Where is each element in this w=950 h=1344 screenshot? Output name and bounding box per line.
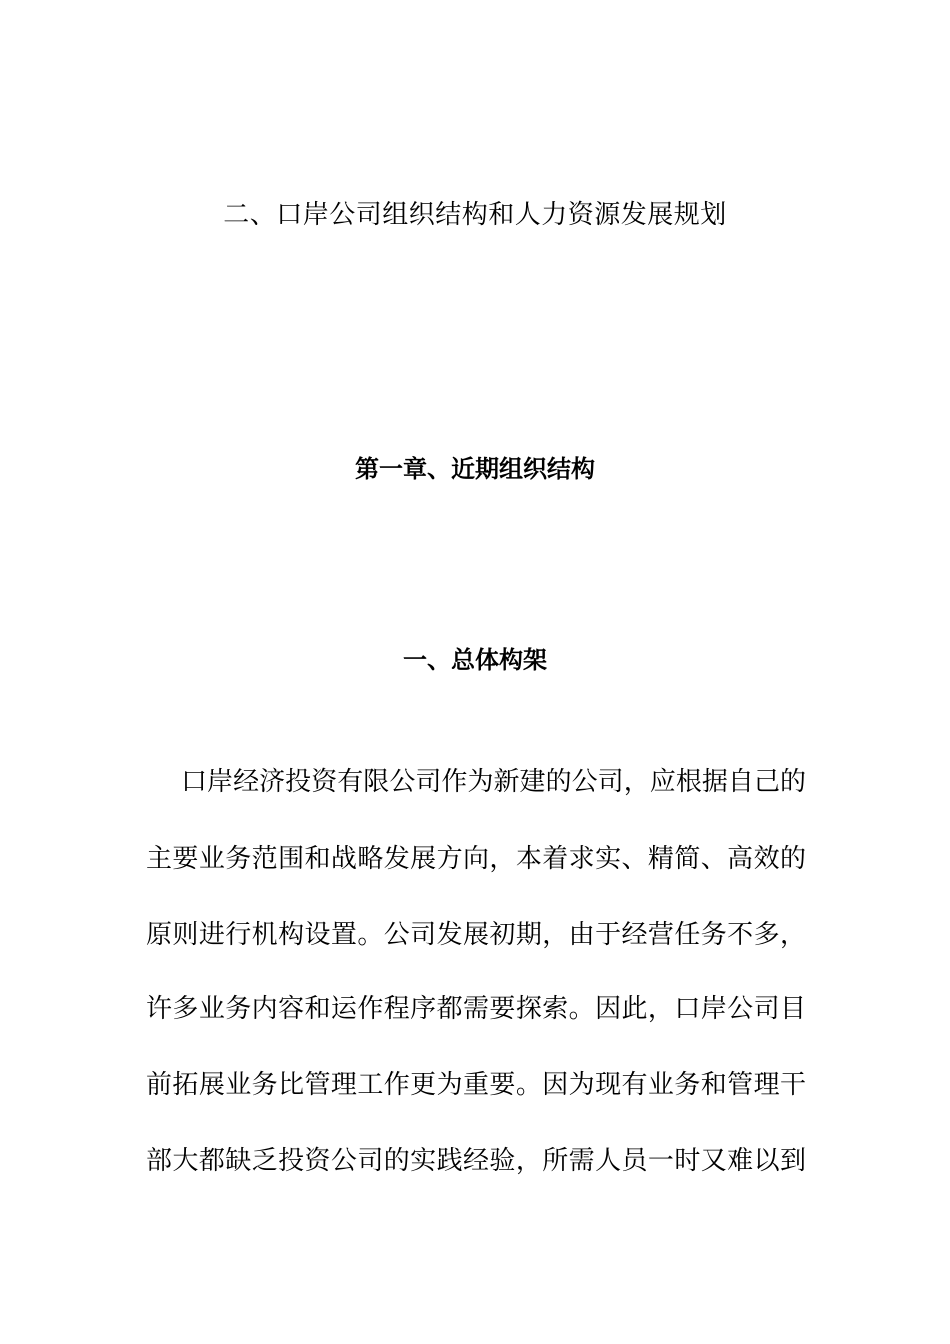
paragraph-line: 口岸经济投资有限公司作为新建的公司，应根据自己的 — [181, 767, 806, 797]
paragraph-line: 许多业务内容和运作程序都需要探索。因此，口岸公司目 — [146, 994, 806, 1024]
document-title: 二、口岸公司组织结构和人力资源发展规划 — [223, 200, 727, 230]
paragraph-line: 部大都缺乏投资公司的实践经验，所需人员一时又难以到 — [146, 1146, 806, 1176]
paragraph-line: 前拓展业务比管理工作更为重要。因为现有业务和管理干 — [146, 1070, 806, 1100]
chapter-heading: 第一章、近期组织结构 — [355, 455, 595, 483]
paragraph-line: 主要业务范围和战略发展方向，本着求实、精简、高效的 — [146, 844, 806, 874]
paragraph-line: 原则进行机构设置。公司发展初期，由于经营任务不多， — [146, 920, 806, 950]
section-heading: 一、总体构架 — [403, 646, 547, 674]
